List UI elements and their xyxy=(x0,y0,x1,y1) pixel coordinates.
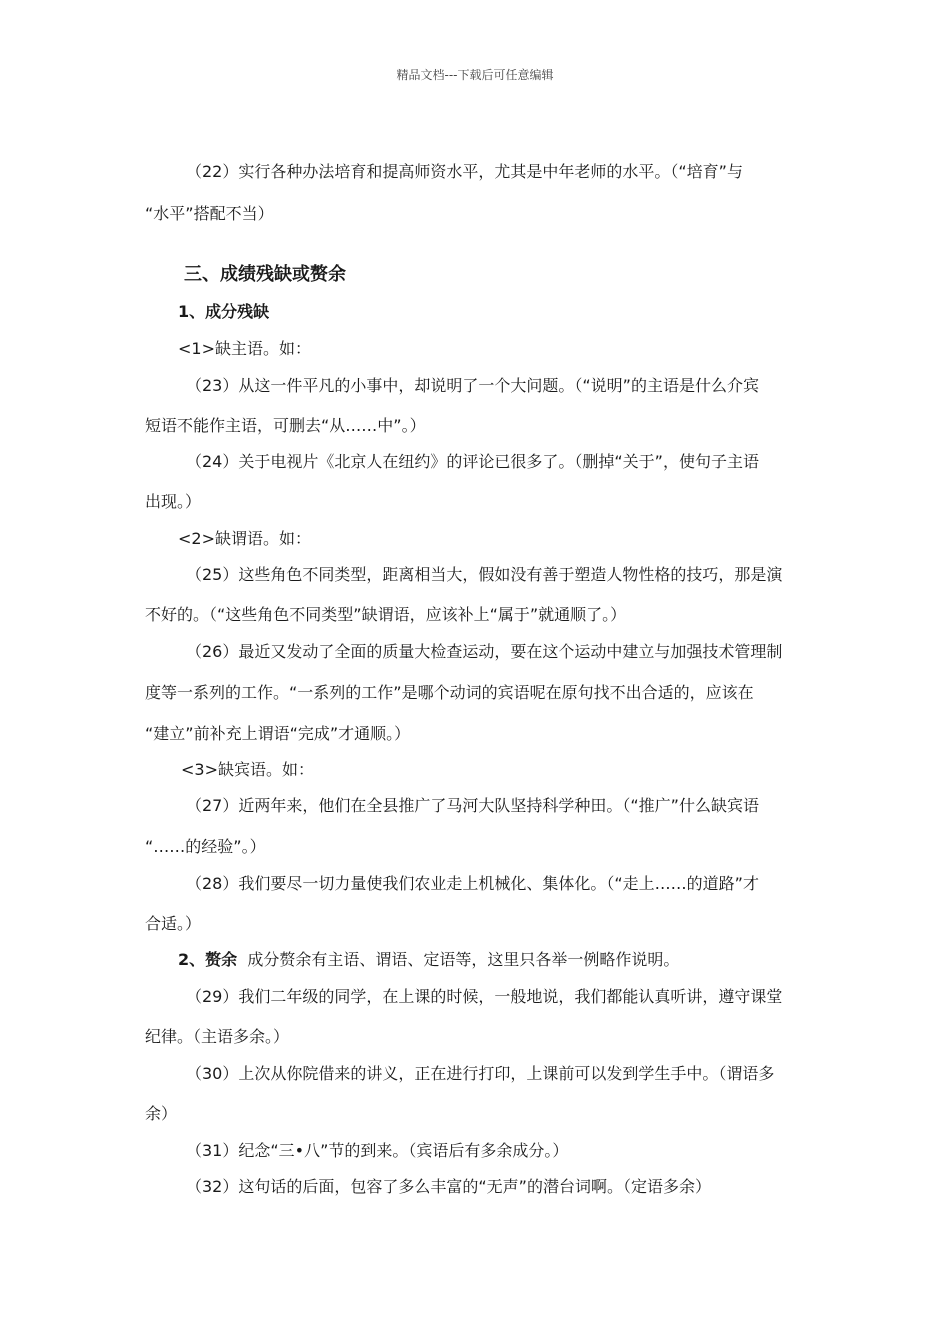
section-heading: 三、成绩残缺或赘余 xyxy=(184,264,346,285)
page-header: 精品文档---下载后可任意编辑 xyxy=(396,68,554,82)
subheading-1: 1、成分残缺 xyxy=(178,302,270,321)
paragraph-27-line-2: “……的经验”。） xyxy=(145,837,266,856)
paragraph-28-line-1: （28）我们要尽一切力量使我们农业走上机械化、集体化。（“走上……的道路”才 xyxy=(186,874,759,893)
subheading-2-text: 成分赘余有主语、谓语、定语等，这里只各举一例略作说明。 xyxy=(247,950,680,969)
subheading-2-line xyxy=(178,950,679,970)
item-3-label: <3>缺宾语。如： xyxy=(181,760,314,779)
paragraph-32: （32）这句话的后面，包容了多么丰富的“无声”的潜台词啊。（定语多余） xyxy=(186,1177,711,1196)
paragraph-30-line-2: 余） xyxy=(145,1104,178,1123)
paragraph-22-line-1: （22）实行各种办法培育和提高师资水平，尤其是中年老师的水平。（“培育”与 xyxy=(186,162,743,181)
paragraph-24-line-1: （24）关于电视片《北京人在纽约》的评论已很多了。（删掉“关于”，使句子主语 xyxy=(186,452,759,471)
paragraph-23-line-1: （23）从这一件平凡的小事中，却说明了一个大问题。（“说明”的主语是什么介宾 xyxy=(186,376,759,395)
paragraph-29-line-1: （29）我们二年级的同学，在上课的时候，一般地说，我们都能认真听讲，遵守课堂 xyxy=(186,987,783,1006)
paragraph-23-line-2: 短语不能作主语，可删去“从……中”。） xyxy=(145,416,426,435)
paragraph-28-line-2: 合适。） xyxy=(145,914,202,933)
subheading-2: 2、赘余 xyxy=(178,950,238,969)
paragraph-25-line-1: （25）这些角色不同类型，距离相当大，假如没有善于塑造人物性格的技巧，那是演 xyxy=(186,565,783,584)
paragraph-26-line-1: （26）最近又发动了全面的质量大检查运动，要在这个运动中建立与加强技术管理制 xyxy=(186,642,783,661)
paragraph-30-line-1: （30）上次从你院借来的讲义，正在进行打印，上课前可以发到学生手中。（谓语多 xyxy=(186,1064,775,1083)
item-2-label: <2>缺谓语。如： xyxy=(178,529,311,548)
paragraph-26-line-2: 度等一系列的工作。“一系列的工作”是哪个动词的宾语呢在原句找不出合适的，应该在 xyxy=(145,683,754,702)
paragraph-27-line-1: （27）近两年来，他们在全县推广了马河大队坚持科学种田。（“推广”什么缺宾语 xyxy=(186,796,759,815)
paragraph-26-line-3: “建立”前补充上谓语“完成”才通顺。） xyxy=(145,724,411,743)
paragraph-25-line-2: 不好的。（“这些角色不同类型”缺谓语，应该补上“属于”就通顺了。） xyxy=(145,605,627,624)
paragraph-24-line-2: 出现。） xyxy=(145,492,202,511)
paragraph-29-line-2: 纪律。（主语多余。） xyxy=(145,1027,290,1046)
paragraph-31: （31）纪念“三•八”节的到来。（宾语后有多余成分。） xyxy=(186,1141,569,1160)
item-1-label: <1>缺主语。如： xyxy=(178,339,311,358)
paragraph-22-line-2: “水平”搭配不当） xyxy=(145,204,274,223)
